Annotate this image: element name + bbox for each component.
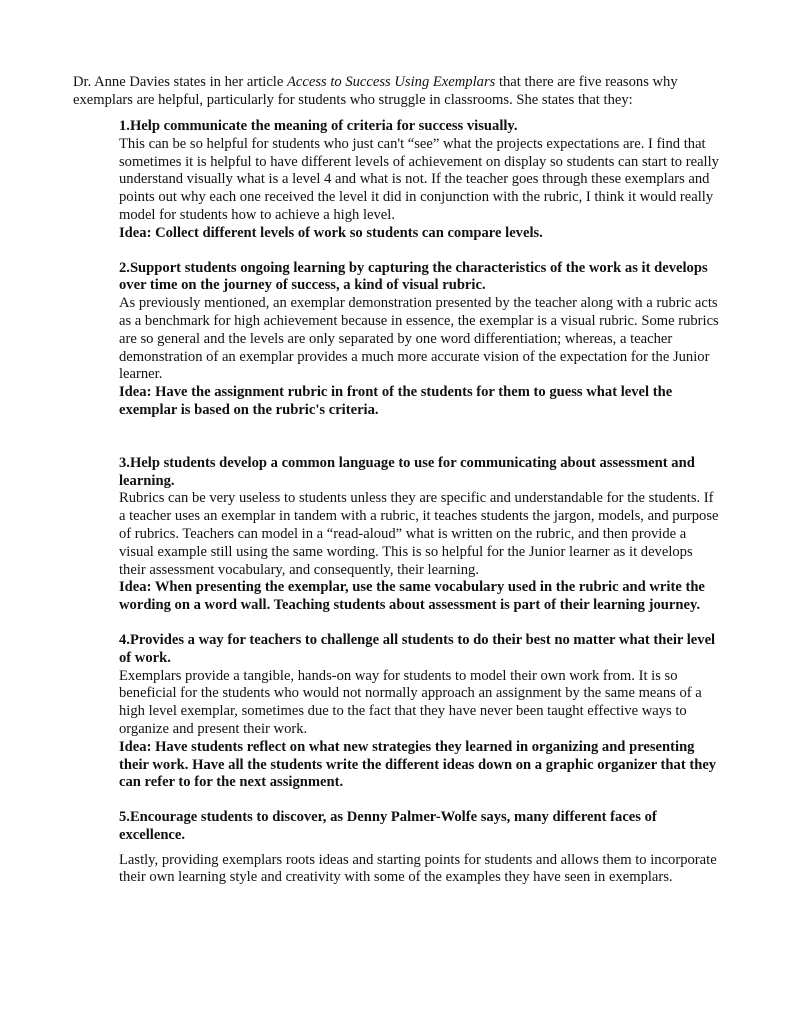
reason-idea: Idea: When presenting the exemplar, use the same vocabulary used in the rubric and write the wording on a word wall. Teaching students about assessment is part of their learning journey.	[119, 579, 705, 614]
reason-item-4	[119, 632, 719, 792]
intro-text-before: Dr. Anne Davies states in her article	[73, 74, 287, 90]
reason-idea: Idea: Have the assignment rubric in front of the students for them to guess what level the exemplar is based on the rubric's criteria.	[119, 384, 673, 418]
reason-heading: 4.Provides a way for teachers to challenge all students to do their best no matter what their level of work.	[119, 631, 716, 666]
reason-body: Rubrics can be very useless to students unless they are specific and understandable for the students. If a teacher uses an exemplar in tandem with a rubric, it teaches students the jargon, models, and purpose of rubrics. Teachers can model in a “read-aloud” what is written on the rubric, and then provide a visual example still using the same wording. This is so helpful for the Junior learner as it develops their assessment vocabulary, and consequently, their learning.	[119, 490, 719, 578]
reason-item-5	[119, 809, 719, 887]
reason-heading: 5.Encourage students to discover, as Denny Palmer-Wolfe says, many different faces of excellence.	[119, 809, 657, 843]
reason-item-1	[119, 118, 719, 243]
reason-idea: Idea: Collect different levels of work so students can compare levels.	[119, 224, 543, 241]
reason-idea: Idea: Have students reflect on what new strategies they learned in organizing and presenting their work. Have all the students write the different ideas down on a graphic organizer that they can refer to for the next assignment.	[119, 738, 717, 791]
reason-heading: 1.Help communicate the meaning of criteria for success visually.	[119, 118, 518, 134]
reason-item-2	[119, 260, 719, 420]
reason-heading: 3.Help students develop a common language to use for communicating about assessment and learning.	[119, 454, 695, 489]
intro-text-after: that there are five reasons why exemplars are helpful, particularly for students who struggle in classrooms. She states that they:	[73, 74, 678, 108]
reasons-list	[119, 118, 719, 887]
reason-body: Exemplars provide a tangible, hands-on way for students to model their own work from. It is so beneficial for the students who would not normally approach an assignment by the same means of a high level exemplar, sometimes due to the fact that they have never been taught effective ways to organize and present their work.	[119, 667, 702, 737]
intro-paragraph	[73, 73, 733, 109]
reason-heading: 2.Support students ongoing learning by capturing the characteristics of the work as it develops over time on the journey of success, a kind of visual rubric.	[119, 259, 708, 294]
reason-body: Lastly, providing exemplars roots ideas and starting points for students and allows them to incorporate their own learning style and creativity with some of the examples they have seen in exemplars.	[119, 851, 717, 886]
reason-body: As previously mentioned, an exemplar demonstration presented by the teacher along with a rubric acts as a benchmark for high achievement because in essence, the exemplar is a visual rubric. Some rubrics are so general and the levels are only separated by one word differentiation; whereas, a teacher demonstration of an exemplar provides a much more accurate vision of the expectation for the Junior learner.	[119, 295, 719, 383]
reason-item-3	[119, 455, 719, 615]
reason-body: This can be so helpful for students who just can't “see” what the projects expectations are. I find that sometimes it is helpful to have different levels of achievement on display so students can start to really understand visually what is a level 4 and what is not. If the teacher goes through these exemplars and points out why each one received the level it did in conjunction with the rubric, I think it would really model for students how to achieve a high level.	[119, 135, 719, 223]
article-title: Access to Success Using Exemplars	[286, 74, 496, 90]
